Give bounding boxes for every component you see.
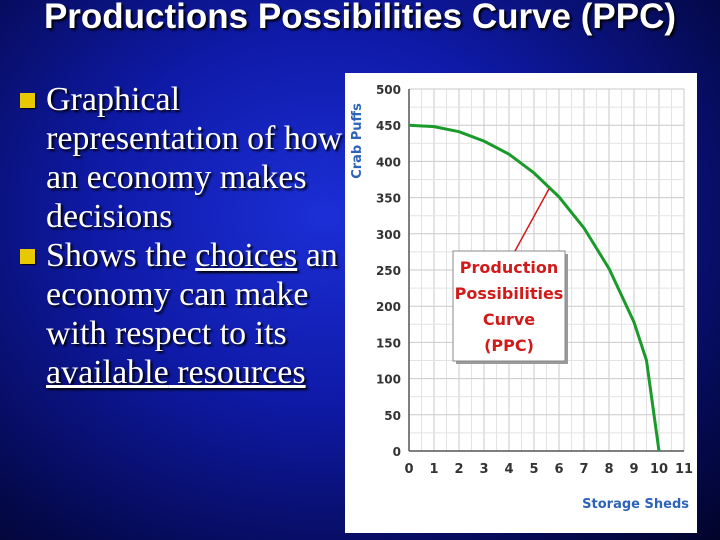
bullet-text: an economy can make with respect to its <box>46 237 338 352</box>
bullet-keyword-available: available <box>46 354 169 391</box>
annotation-pointer <box>515 189 549 251</box>
y-tick-label: 100 <box>375 372 401 387</box>
y-tick-label: 500 <box>375 83 401 97</box>
annotation-text-line: Curve <box>482 310 536 329</box>
bullet-item <box>16 80 361 236</box>
y-tick-label: 450 <box>375 119 401 134</box>
square-bullet-icon <box>20 93 35 108</box>
x-tick-label: 4 <box>504 462 514 477</box>
y-tick-label: 0 <box>392 445 401 459</box>
y-tick-label: 200 <box>375 300 401 315</box>
annotation-text-line: Production <box>459 258 559 277</box>
x-tick-label: 1 <box>429 462 439 477</box>
x-tick-label: 11 <box>674 462 694 477</box>
bullet-text: Graphical representation of how an economy makes decisions <box>46 81 343 235</box>
y-tick-label: 400 <box>375 155 401 170</box>
annotation-text-line: Possibilities <box>454 284 564 303</box>
bullet-list <box>16 80 361 392</box>
square-bullet-icon <box>20 249 35 264</box>
y-tick-label: 300 <box>375 227 401 242</box>
x-tick-label: 7 <box>579 462 589 477</box>
x-tick-label: 2 <box>454 462 464 477</box>
ppc-chart <box>345 73 697 533</box>
annotation-text-line: (PPC) <box>484 336 534 355</box>
slide-title: Productions Possibilities Curve (PPC) <box>43 0 677 36</box>
x-tick-label: 0 <box>404 462 414 477</box>
y-tick-label: 150 <box>375 336 401 351</box>
x-tick-label: 10 <box>649 462 669 477</box>
y-tick-label: 250 <box>375 264 401 278</box>
bullet-keyword-resources: resources <box>168 354 306 391</box>
x-tick-label: 3 <box>479 462 489 477</box>
x-tick-label: 6 <box>554 462 564 477</box>
bullet-item <box>16 236 361 392</box>
bullet-keyword-choices: choices <box>195 237 298 274</box>
x-tick-label: 9 <box>629 462 639 477</box>
bullet-text: Shows the <box>46 237 196 274</box>
x-tick-label: 5 <box>529 462 539 477</box>
y-tick-label: 350 <box>375 191 401 206</box>
x-axis-label: Storage Sheds <box>582 497 689 512</box>
y-tick-label: 50 <box>384 408 401 423</box>
chart-annotation <box>453 189 568 364</box>
y-axis-label: Crab Puffs <box>350 103 365 179</box>
x-tick-label: 8 <box>604 462 614 477</box>
ppc-chart-panel <box>345 73 697 533</box>
